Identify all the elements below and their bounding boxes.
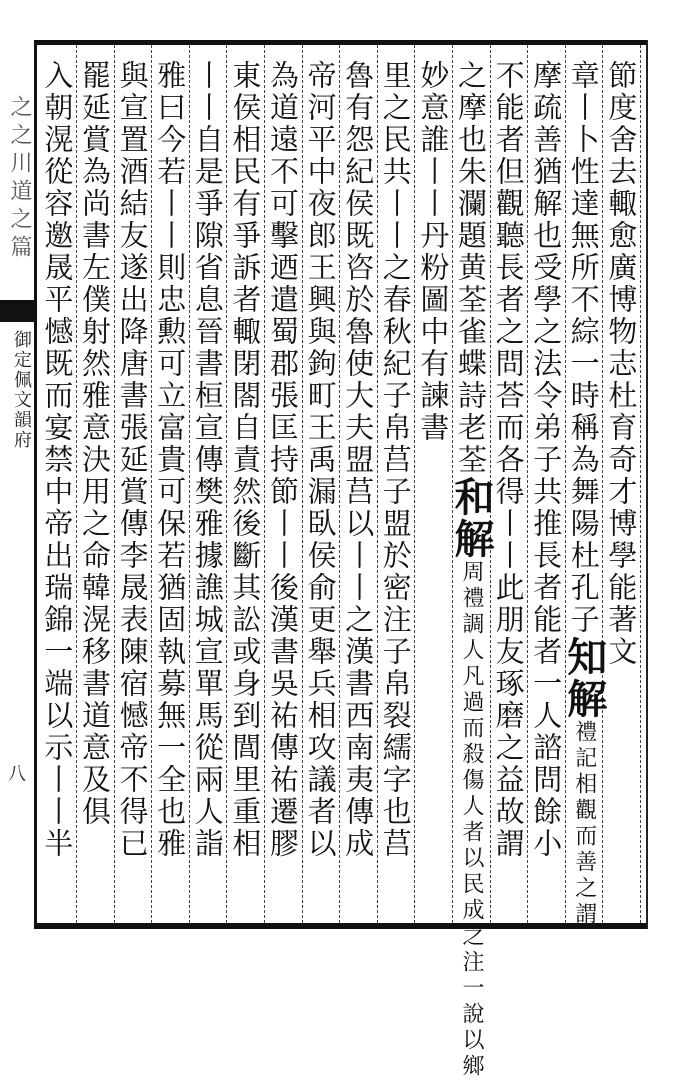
column-text: 丨丨自是爭隙省息晉書桓宣傳樊雅據譙城宣單馬從兩人詣 <box>190 60 225 860</box>
text-column <box>560 60 608 928</box>
column-text: 里之民共丨丨之春秋紀子帛莒子盟於密注子帛裂繻字也莒 <box>378 60 413 860</box>
entry-note: 禮記相觀而善之謂 <box>571 720 597 928</box>
column-text: 妙意誰丨丨丹粉圖中有諫書 <box>416 60 451 444</box>
text-column <box>490 60 528 920</box>
text-column <box>377 60 415 920</box>
text-column <box>302 60 340 920</box>
right-border-rule <box>646 40 648 929</box>
column-text: 之摩也朱瀾題黄荃雀蝶詩老荃 <box>454 60 488 476</box>
text-column <box>527 60 565 920</box>
column-text: 為道遠不可擊迺遣蜀郡張匡持節丨丨後漢書吳祐傳祐遷膠 <box>266 60 300 860</box>
column-text: 摩疏善猶解也受學之法令弟子共推長者能者一人諮問餘小 <box>529 60 564 860</box>
entry-headword: 和解 <box>448 476 495 560</box>
text-column <box>226 60 264 920</box>
text-column <box>38 60 76 920</box>
column-text: 章丨卜性達無所不綜一時稱為舞陽杜孔子 <box>566 60 601 636</box>
text-column <box>114 60 152 920</box>
column-text: 與宣置酒結友遂出降唐書張延賞傳李晟表陳宿憾帝不得已 <box>115 60 150 860</box>
fishtail-mark <box>0 300 34 322</box>
margin-edge-text: 之之川道之篇 <box>7 95 32 263</box>
column-text: 罷延賞為尚書左僕射然雅意決用之命韓滉移書道意及俱 <box>78 60 112 828</box>
column-text: 帝河平中夜郎王興與鉤町王禹漏臥侯俞更舉兵相攻議者以 <box>303 60 338 860</box>
column-text: 入朝滉從容邀晟平憾既而宴禁中帝出瑞錦一端以示丨丨半 <box>40 60 75 860</box>
page-number-mark: 八 <box>8 764 26 785</box>
text-column <box>264 60 302 920</box>
text-column <box>151 60 189 920</box>
text-column <box>414 60 452 920</box>
column-text: 雅曰今若丨丨則忠勲可立富貴可保若猶固執募無一全也雅 <box>153 60 188 860</box>
bottom-border-rule <box>36 923 646 929</box>
text-column <box>339 60 377 920</box>
entry-headword: 知解 <box>560 636 608 720</box>
column-text: 魯有怨紀侯既咨於魯使大夫盟莒以丨丨之漢書西南夷傳成 <box>341 60 376 860</box>
column-text: 不能者但觀聽長者之問荅而各得丨丨此朋友琢磨之益故謂 <box>491 60 526 860</box>
entry-note: 周禮調人凡過而殺傷人者以民成之注一說以鄉 <box>459 560 484 1080</box>
text-column <box>76 60 114 920</box>
book-title-label: 御定佩文韻府 <box>11 330 32 450</box>
left-border-rule <box>34 40 37 929</box>
column-text: 東侯相民有爭訴者輙閉閤自責然後斷其訟或身到閭里重相 <box>228 60 263 860</box>
text-column <box>448 60 495 1080</box>
column-text: 節度舍去輙愈廣博物志杜育奇才博學能著文 <box>604 60 639 668</box>
text-column <box>602 60 640 920</box>
text-column <box>189 60 227 920</box>
page-margin <box>0 45 33 925</box>
